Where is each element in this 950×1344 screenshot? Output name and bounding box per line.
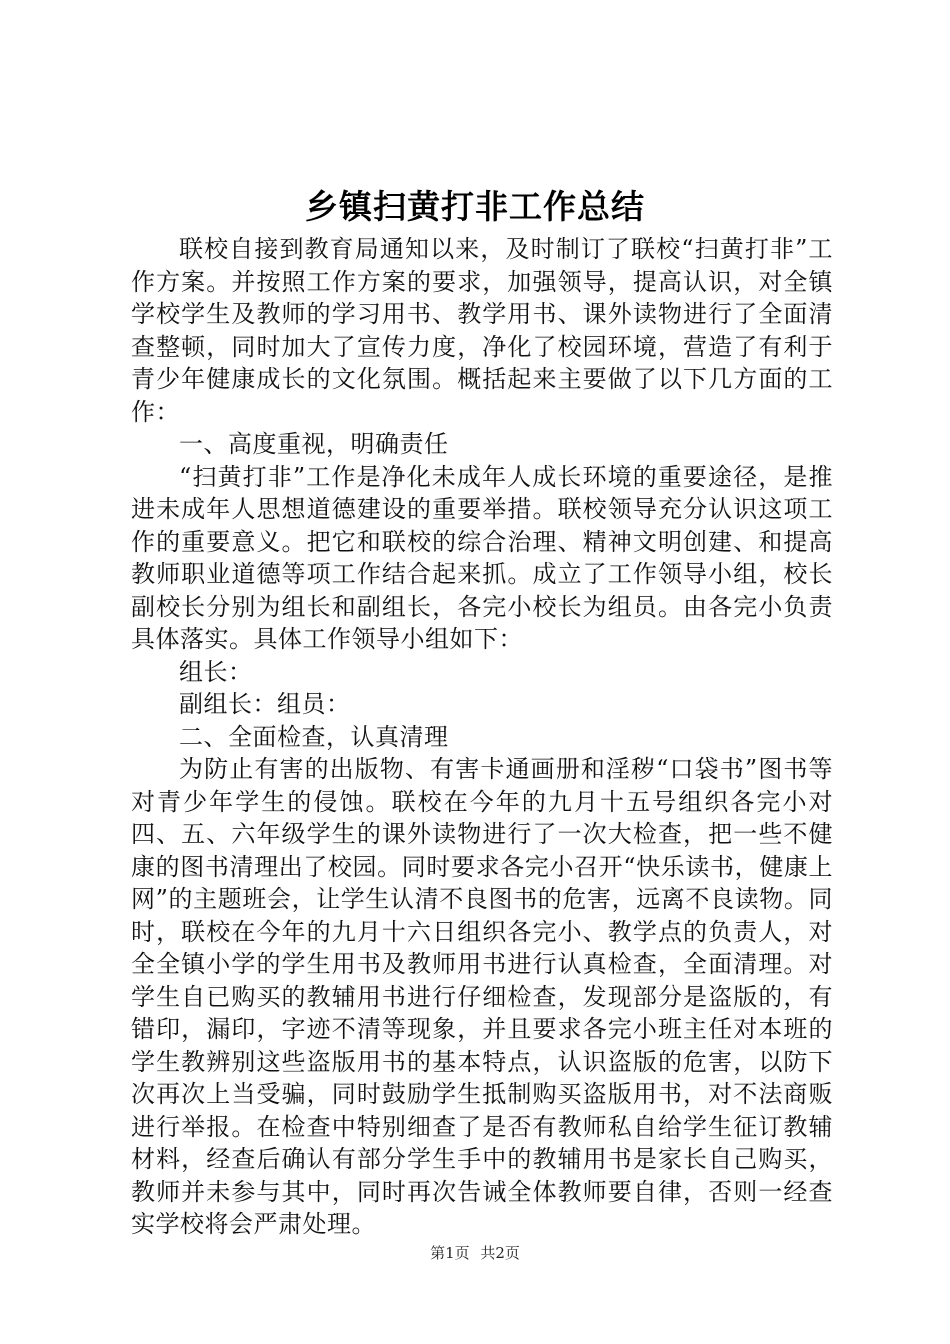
section-1-paragraph: “扫黄打非”工作是净化未成年人成长环境的重要途径，是推进未成年人思想道德建设的重要举措。联校领导充分认识这项工作的重要意义。把它和联校的综合治理、精神文明创建、和提高教师职业道德等项工作结合起来抓。成立了工作领导小组，校长副校长分别为组长和副组长，各完小校长为组员。由各完小负责具体落实。具体工作领导小组如下： bbox=[131, 462, 833, 653]
section-2-paragraph: 为防止有害的出版物、有害卡通画册和淫秽“口袋书”图书等对青少年学生的侵蚀。联校在今年的九月十五号组织各完小对四、五、六年级学生的课外读物进行了一次大检查，把一些不健康的图书清理出了校园。同时要求各完小召开“快乐读书，健康上网”的主题班会，让学生认清不良图书的危害，远离不良读物。同时，联校在今年的九月十六日组织各完小、教学点的负责人，对全全镇小学的学生用书及教师用书进行认真检查，全面清理。对学生自已购买的教辅用书进行仔细检查，发现部分是盗版的，有错印，漏印，字迹不清等现象，并且要求各完小班主任对本班的学生教辨别这些盗版用书的基本特点，认识盗版的危害，以防下次再次上当受骗，同时鼓励学生抵制购买盗版用书，对不法商贩进行举报。在检查中特别细查了是否有教师私自给学生征订教辅材料，经查后确认有部分学生手中的教辅用书是家长自己购买，教师并未参与其中，同时再次告诫全体教师要自律，否则一经查实学校将会严肃处理。 bbox=[131, 755, 833, 1238]
page-number: 第1页 bbox=[430, 1244, 470, 1262]
document-body bbox=[131, 233, 833, 1241]
leader-line: 组长： bbox=[179, 657, 253, 686]
intro-paragraph: 联校自接到教育局通知以来，及时制订了联校“扫黄打非”工作方案。并按照工作方案的要求，加强领导，提高认识，对全镇学校学生及教师的学习用书、教学用书、课外读物进行了全面清查整顿，同时加大了宣传力度，净化了校园环境，营造了有利于青少年健康成长的文化氛围。概括起来主要做了以下几方面的工作： bbox=[131, 235, 833, 426]
section-heading-2: 二、全面检查，认真清理 bbox=[179, 722, 449, 751]
section-heading-1: 一、高度重视，明确责任 bbox=[179, 430, 449, 458]
deputy-member-line: 副组长：组员： bbox=[179, 690, 351, 718]
document-title: 乡镇扫黄打非工作总结 bbox=[305, 187, 645, 226]
page-total: 共2页 bbox=[480, 1244, 520, 1262]
page-footer bbox=[0, 1243, 950, 1263]
